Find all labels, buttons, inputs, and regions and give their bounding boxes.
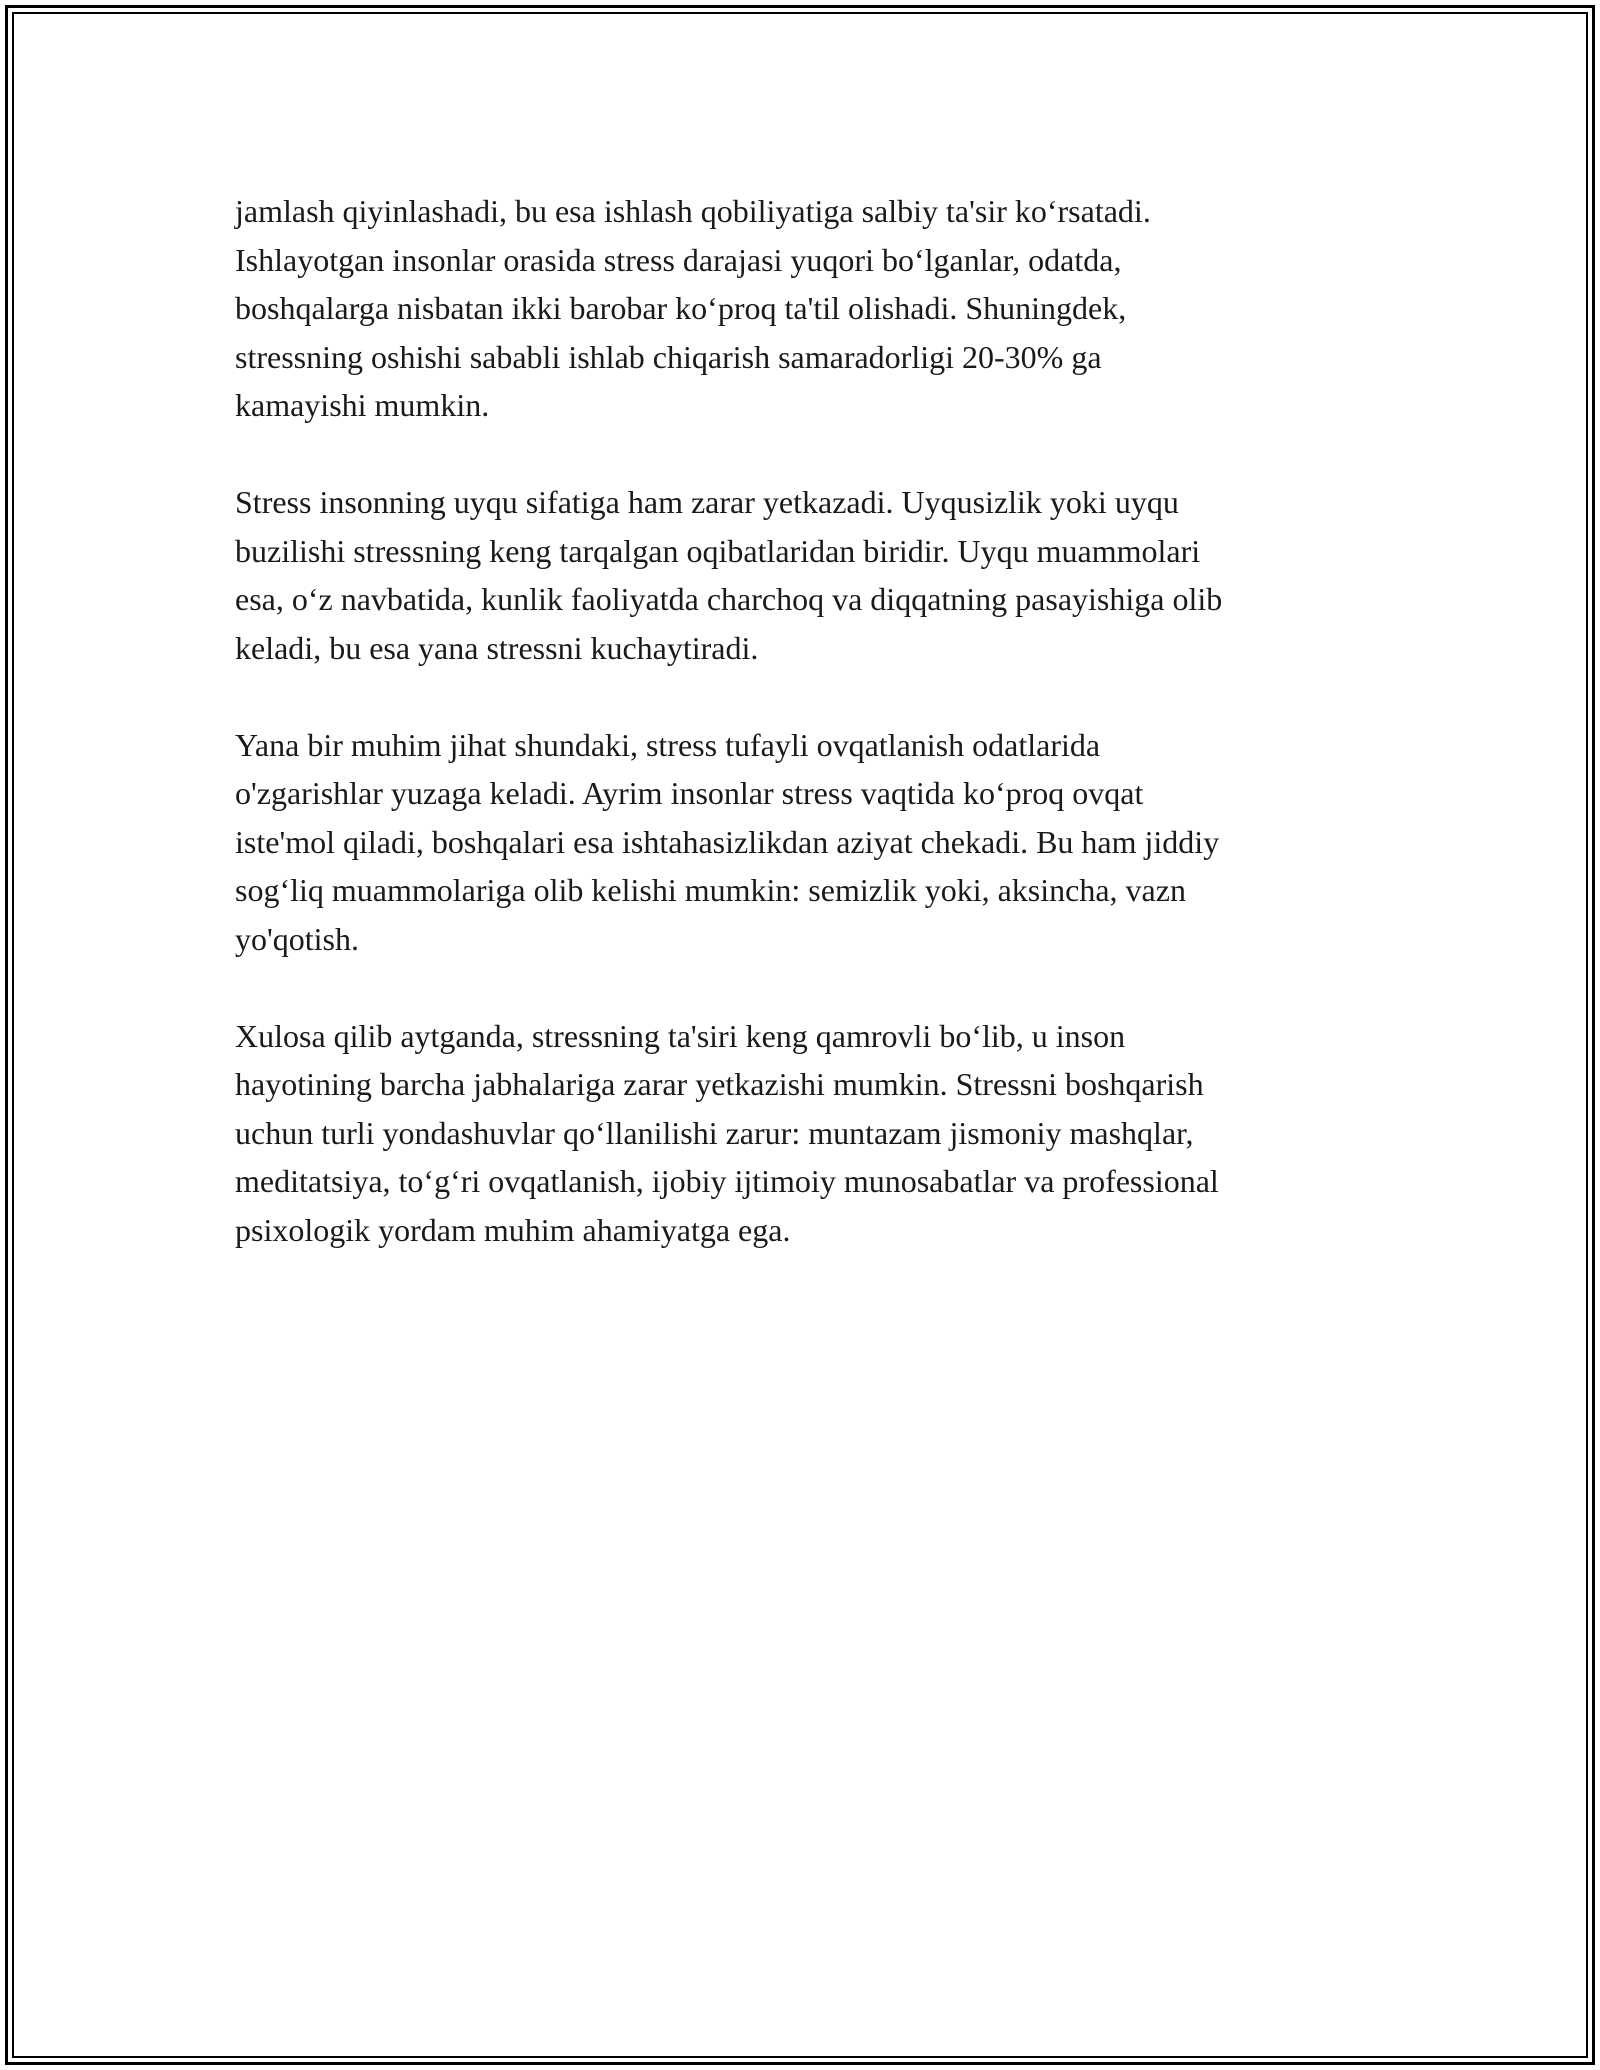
text-line: uchun turli yondashuvlar qo‘llanilishi zarur: muntazam jismoniy mashqlar, <box>235 1114 1194 1151</box>
text-line: o'zgarishlar yuzaga keladi. Ayrim insonlar stress vaqtida ko‘proq ovqat <box>235 775 1144 811</box>
text-line: keladi, bu esa yana stressni kuchaytiradi. <box>235 629 759 666</box>
paragraph-3 <box>235 721 1385 964</box>
text-line: jamlash qiyinlashadi, bu esa ishlash qobiliyatiga salbiy ta'sir ko‘rsatadi. <box>235 193 1151 229</box>
paragraph-1 <box>235 187 1385 430</box>
text-line: Ishlayotgan insonlar orasida stress darajasi yuqori bo‘lganlar, odatda, <box>235 241 1122 278</box>
paragraph-2 <box>235 478 1385 672</box>
text-line: boshqalarga nisbatan ikki barobar ko‘proq ta'til olishadi. Shuningdek, <box>235 290 1127 326</box>
text-line: Stress insonning uyqu sifatiga ham zarar yetkazadi. Uyqusizlik yoki uyqu <box>235 484 1179 520</box>
document-body <box>235 187 1385 1303</box>
text-line: Yana bir muhim jihat shundaki, stress tufayli ovqatlanish odatlarida <box>235 726 1101 763</box>
text-line: psixologik yordam muhim ahamiyatga ega. <box>235 1211 791 1248</box>
text-line: esa, o‘z navbatida, kunlik faoliyatda charchoq va diqqatning pasayishiga olib <box>235 581 1223 617</box>
text-line: hayotining barcha jabhalariga zarar yetkazishi mumkin. Stressni boshqarish <box>235 1066 1204 1102</box>
text-line: iste'mol qiladi, boshqalari esa ishtahasizlikdan aziyat chekadi. Bu ham jiddiy <box>235 823 1220 860</box>
text-line: Xulosa qilib aytganda, stressning ta'siri keng qamrovli bo‘lib, u inson <box>235 1017 1126 1054</box>
text-line: sog‘liq muammolariga olib kelishi mumkin: semizlik yoki, aksincha, vazn <box>235 872 1186 908</box>
text-line: buzilishi stressning keng tarqalgan oqibatlaridan biridir. Uyqu muammolari <box>235 532 1201 569</box>
paragraph-4 <box>235 1012 1385 1255</box>
text-line: kamayishi mumkin. <box>235 387 490 423</box>
text-line: meditatsiya, to‘g‘ri ovqatlanish, ijobiy ijtimoiy munosabatlar va professional <box>235 1163 1219 1199</box>
text-line: yo'qotish. <box>235 920 359 957</box>
text-line: stressning oshishi sababli ishlab chiqarish samaradorligi 20-30% ga <box>235 338 1102 375</box>
